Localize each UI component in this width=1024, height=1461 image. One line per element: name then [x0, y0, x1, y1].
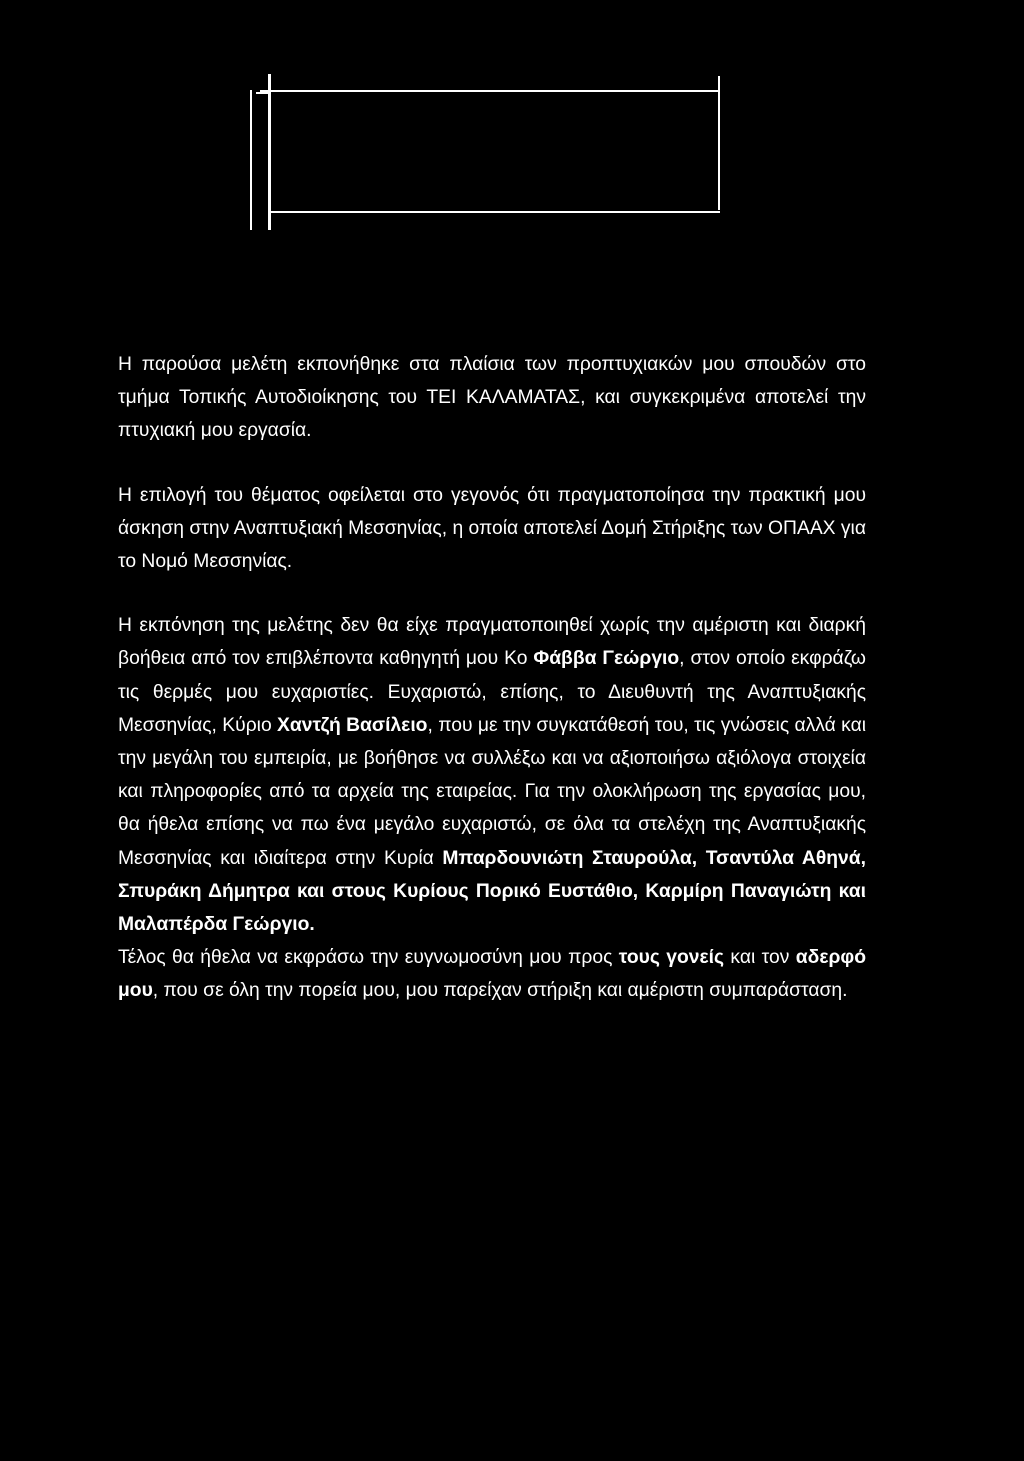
director-name: Χαντζή Βασίλειο: [277, 714, 428, 736]
parents-mention: τους γονείς: [618, 947, 725, 969]
brother-mention: αδερφό μου: [118, 947, 866, 1002]
staff-names: Μπαρδουνιώτη Σταυρούλα, Τσαντύλα Αθηνά, Σπυράκη Δήμητρα και στους Κυρίους Πορικό Ευστάθιο, Καρμίρη Παναγιώτη και Μαλαπέρδα Γεώργιο.: [118, 847, 866, 936]
paragraph-acknowledgements: Η εκπόνηση της μελέτης δεν θα είχε πραγματοποιηθεί χωρίς την αμέριστη και διαρκή βοήθεια από τον επιβλέποντα καθηγητή μου Κο Φάββα Γεώργιο, στον οποίο εκφράζω τις θερμές μου ευχαριστίες. Ευχαριστώ, επίσης, το Διευθυντή της Αναπτυξιακής Μεσσηνίας, Κύριο Χαντζή Βασίλειο, που με την συγκατάθεσή του, τις γνώσεις αλλά και την μεγάλη του εμπειρία, με βοήθησε να συλλέξω και να αξιοποιήσω αξιόλογα στοιχεία και πληροφορίες από τα αρχεία της εταιρείας. Για την ολοκλήρωση της εργασίας μου, θα ήθελα επίσης να πω ένα μεγάλο ευχαριστώ, σε όλα τα στελέχη της Αναπτυξιακής Μεσσηνίας και ιδιαίτερα στην Κυρία Μπαρδουνιώτη Σταυρούλα, Τσαντύλα Αθηνά, Σπυράκη Δήμητρα και στους Κυρίους Πορικό Ευστάθιο, Καρμίρη Παναγιώτη και Μαλαπέρδα Γεώργιο.: [118, 615, 867, 936]
paragraph-intro: Η παρούσα μελέτη εκπονήθηκε στα πλαίσια των προπτυχιακών μου σπουδών στο τμήμα Τοπικής Αυτοδιοίκησης του ΤΕΙ ΚΑΛΑΜΑΤΑΣ, και συγκεκριμένα αποτελεί την πτυχιακή μου εργασία.: [118, 354, 866, 442]
header-frame: [248, 72, 722, 230]
acknowledgements-text: [118, 348, 866, 1008]
supervisor-name: Φάββα Γεώργιο: [533, 648, 680, 670]
paragraph-family: Τέλος θα ήθελα να εκφράσω την ευγνωμοσύνη μου προς τους γονείς και τον αδερφό μου, που σε όλη την πορεία μου, μου παρείχαν στήριξη και αμέριστη συμπαράσταση.: [118, 947, 866, 1002]
paragraph-topic-choice: Η επιλογή του θέματος οφείλεται στο γεγονός ότι πραγματοποίησα την πρακτική μου άσκηση στην Αναπτυξιακή Μεσσηνίας, η οποία αποτελεί Δομή Στήριξης των ΟΠΑΑΧ για το Νομό Μεσσηνίας.: [118, 484, 866, 573]
